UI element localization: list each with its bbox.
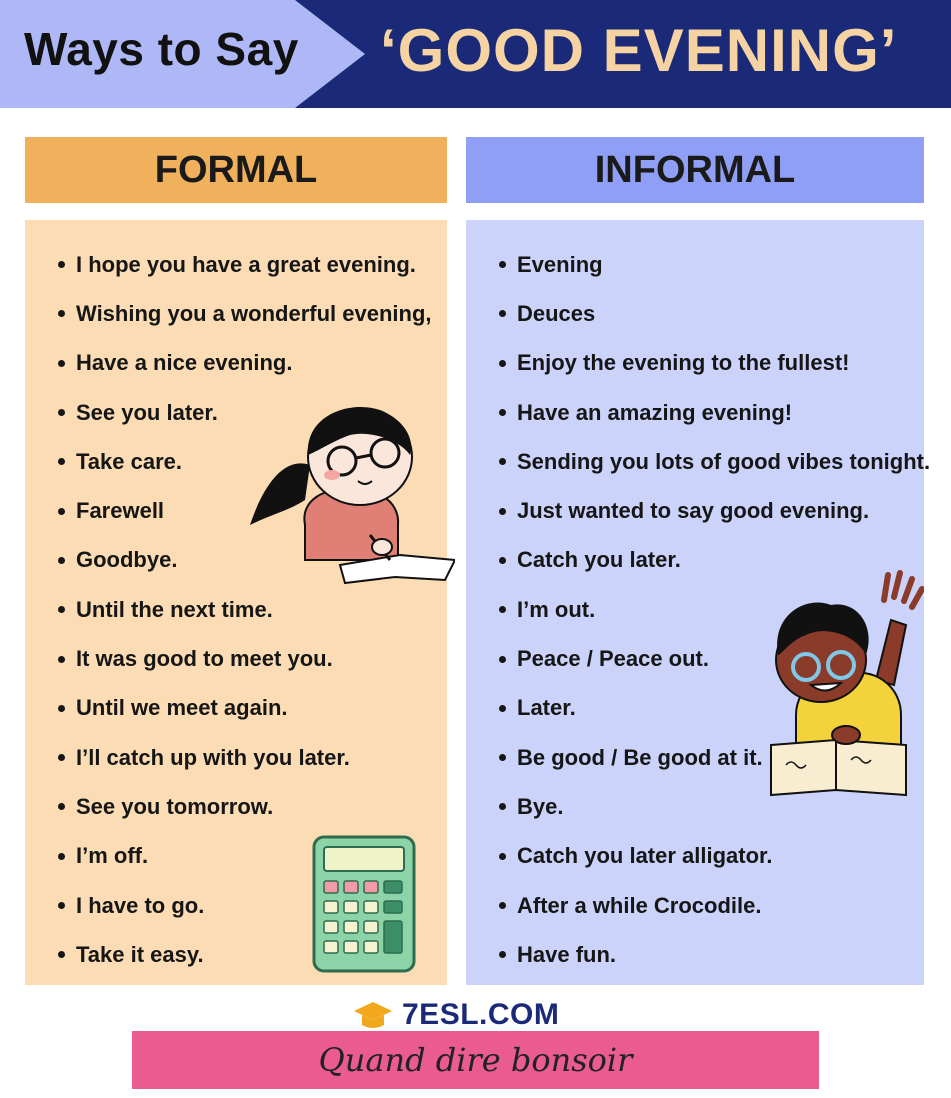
informal-panel [466, 220, 931, 985]
list-item-text: Catch you later alligator. [517, 843, 773, 869]
list-item-text: I have to go. [76, 892, 205, 918]
list-item-text: See you tomorrow. [76, 793, 274, 819]
list-item-text: Later. [517, 695, 576, 721]
list-item-text: I’m out. [517, 596, 596, 622]
list-item [466, 289, 930, 338]
caption-text: Quand dire bonsoir [318, 1041, 633, 1079]
bullet-icon [58, 261, 65, 268]
brand-logo [352, 998, 559, 1032]
bullet-icon [499, 458, 506, 465]
list-item [466, 486, 930, 535]
list-item [466, 388, 930, 437]
list-item [25, 585, 432, 634]
list-item [25, 733, 432, 782]
list-item-text: See you later. [76, 399, 218, 425]
list-item-text: Bye. [517, 793, 564, 819]
list-item-text: Be good / Be good at it. [517, 744, 763, 770]
list-item [466, 930, 930, 979]
list-item [25, 684, 432, 733]
bullet-icon [58, 754, 65, 761]
list-item-text: I’ll catch up with you later. [76, 744, 350, 770]
list-item-text: Until we meet again. [76, 695, 288, 721]
list-item-text: It was good to meet you. [76, 646, 333, 672]
bullet-icon [499, 508, 506, 515]
bullet-icon [58, 803, 65, 810]
list-item [25, 240, 432, 289]
bullet-icon [499, 803, 506, 810]
bullet-icon [58, 902, 65, 909]
bullet-icon [499, 310, 506, 317]
list-item-text: Have an amazing evening! [517, 399, 793, 425]
informal-heading: INFORMAL [466, 137, 924, 203]
caption-banner [132, 1031, 819, 1089]
bullet-icon [58, 951, 65, 958]
bullet-icon [499, 409, 506, 416]
list-item [466, 240, 930, 289]
list-item-text: I’m off. [76, 843, 149, 869]
bullet-icon [58, 409, 65, 416]
bullet-icon [58, 310, 65, 317]
list-item-text: Have a nice evening. [76, 350, 293, 376]
list-item-text: Peace / Peace out. [517, 646, 709, 672]
list-item-text: Have fun. [517, 941, 617, 967]
bullet-icon [58, 557, 65, 564]
list-item [25, 339, 432, 388]
list-item-text: Enjoy the evening to the fullest! [517, 350, 850, 376]
list-item-text: Sending you lots of good vibes tonight. [517, 448, 931, 474]
list-item [25, 634, 432, 683]
bullet-icon [58, 360, 65, 367]
list-item [25, 289, 432, 338]
girl-writing-illustration [250, 395, 455, 590]
list-item-text: Deuces [517, 300, 596, 326]
bullet-icon [58, 853, 65, 860]
formal-heading: FORMAL [25, 137, 447, 203]
bullet-icon [58, 606, 65, 613]
formal-panel [25, 220, 447, 985]
bullet-icon [499, 606, 506, 613]
list-item-text: Just wanted to say good evening. [517, 498, 870, 524]
graduation-cap-icon [352, 999, 394, 1031]
list-item-text: Goodbye. [76, 547, 178, 573]
header-title: ‘GOOD EVENING’ [380, 17, 898, 84]
bullet-icon [58, 508, 65, 515]
list-item-text: After a while Crocodile. [517, 892, 762, 918]
bullet-icon [499, 902, 506, 909]
header-banner [0, 0, 951, 108]
bullet-icon [58, 705, 65, 712]
bullet-icon [499, 261, 506, 268]
bullet-icon [499, 754, 506, 761]
list-item-text: Take it easy. [76, 941, 204, 967]
calculator-illustration [312, 835, 417, 975]
bullet-icon [58, 458, 65, 465]
logo-text: 7ESL.COM [402, 998, 560, 1031]
list-item [466, 339, 930, 388]
list-item-text: Take care. [76, 448, 183, 474]
list-item [466, 881, 930, 930]
boy-reading-illustration [766, 565, 924, 805]
bullet-icon [58, 656, 65, 663]
list-item-text: Farewell [76, 498, 165, 524]
list-item-text: Wishing you a wonderful evening, [76, 300, 432, 326]
list-item-text: Until the next time. [76, 596, 273, 622]
bullet-icon [499, 951, 506, 958]
bullet-icon [499, 705, 506, 712]
bullet-icon [499, 656, 506, 663]
bullet-icon [499, 557, 506, 564]
list-item [466, 437, 930, 486]
header-subtitle: Ways to Say [24, 23, 299, 75]
list-item [466, 832, 930, 881]
list-item-text: I hope you have a great evening. [76, 251, 416, 277]
list-item [25, 782, 432, 831]
bullet-icon [499, 360, 506, 367]
list-item-text: Evening [517, 251, 603, 277]
list-item-text: Catch you later. [517, 547, 681, 573]
bullet-icon [499, 853, 506, 860]
